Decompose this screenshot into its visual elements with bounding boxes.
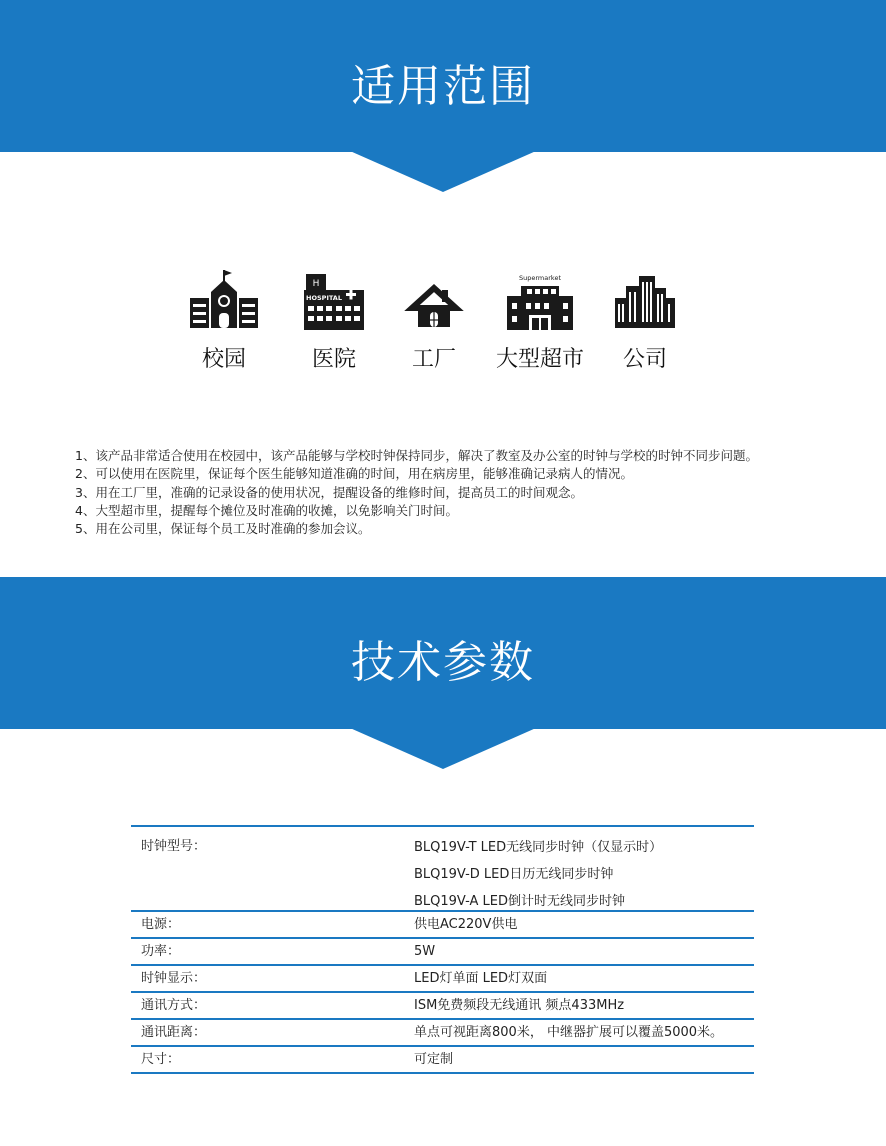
office-buildings-icon [613,268,677,330]
banner-chevron [0,151,886,193]
spec-value: 5W [414,944,436,959]
section-title-scope: 适用范围 [351,61,535,112]
spec-key: 时钟显示： [141,971,207,986]
category-label: 大型超市 [495,347,584,372]
table-row [131,827,754,912]
usage-notes [75,447,865,538]
category-label: 工厂 [411,347,456,372]
table-row [131,993,754,1020]
spec-value: ISM免费频段无线通讯 频点433MHz [414,998,625,1013]
svg-text:Supermarket: Supermarket [519,274,561,282]
section-title-specs: 技术参数 [351,637,535,688]
spec-key: 电源： [141,917,181,932]
category-factory [374,268,494,373]
note-item: 4、大型超市里，提醒每个摊位及时准确的收摊，以免影响关门时间。 [75,502,458,518]
table-row [131,912,754,939]
category-company [585,268,705,373]
table-row [131,966,754,993]
table-row [131,1020,754,1047]
spec-value: BLQ19V-A LED倒计时无线同步时钟 [414,894,625,909]
category-label: 校园 [201,347,246,372]
spec-value: LED灯单面 LED灯双面 [414,971,548,986]
note-item: 2、可以使用在医院里，保证每个医生能够知道准确的时间，用在病房里，能够准确记录病人的情况。 [75,466,633,482]
note-item: 3、用在工厂里，准确的记录设备的使用状况，提醒设备的维修时间，提高员工的时间观念。 [75,484,583,500]
spec-key: 通讯方式： [141,998,207,1013]
spec-key: 通讯距离： [141,1025,207,1040]
school-icon [189,268,259,330]
spec-value-group [414,834,662,915]
spec-value: 可定制 [414,1052,454,1067]
category-label: 医院 [311,347,356,372]
spec-value: 单点可视距离800米， 中继器扩展可以覆盖5000米。 [414,1025,724,1040]
supermarket-icon [505,268,575,330]
note-item: 1、该产品非常适合使用在校园中，该产品能够与学校时钟保持同步，解决了教室及办公室的时钟与学校的时钟不同步问题。 [75,448,758,463]
spec-key: 尺寸： [141,1052,181,1067]
category-supermarket [480,268,600,373]
banner-chevron [0,728,886,770]
spec-value: BLQ19V-D LED日历无线同步时钟 [414,867,614,882]
spec-table [131,825,754,1074]
table-row [131,1047,754,1074]
hospital-icon [302,268,366,330]
spec-key: 功率： [141,944,181,959]
category-school [164,268,284,373]
category-label: 公司 [622,347,667,372]
svg-text:HOSPITAL: HOSPITAL [306,294,342,302]
spec-value: BLQ19V-T LED无线同步时钟（仅显示时） [414,840,663,855]
factory-house-icon [404,268,464,330]
svg-text:H: H [312,279,320,289]
note-item: 5、用在公司里，保证每个员工及时准确的参加会议。 [75,521,371,537]
table-row [131,939,754,966]
spec-value: 供电AC220V供电 [414,917,518,932]
category-icons-row [0,268,886,378]
spec-key: 时钟型号： [141,839,207,854]
